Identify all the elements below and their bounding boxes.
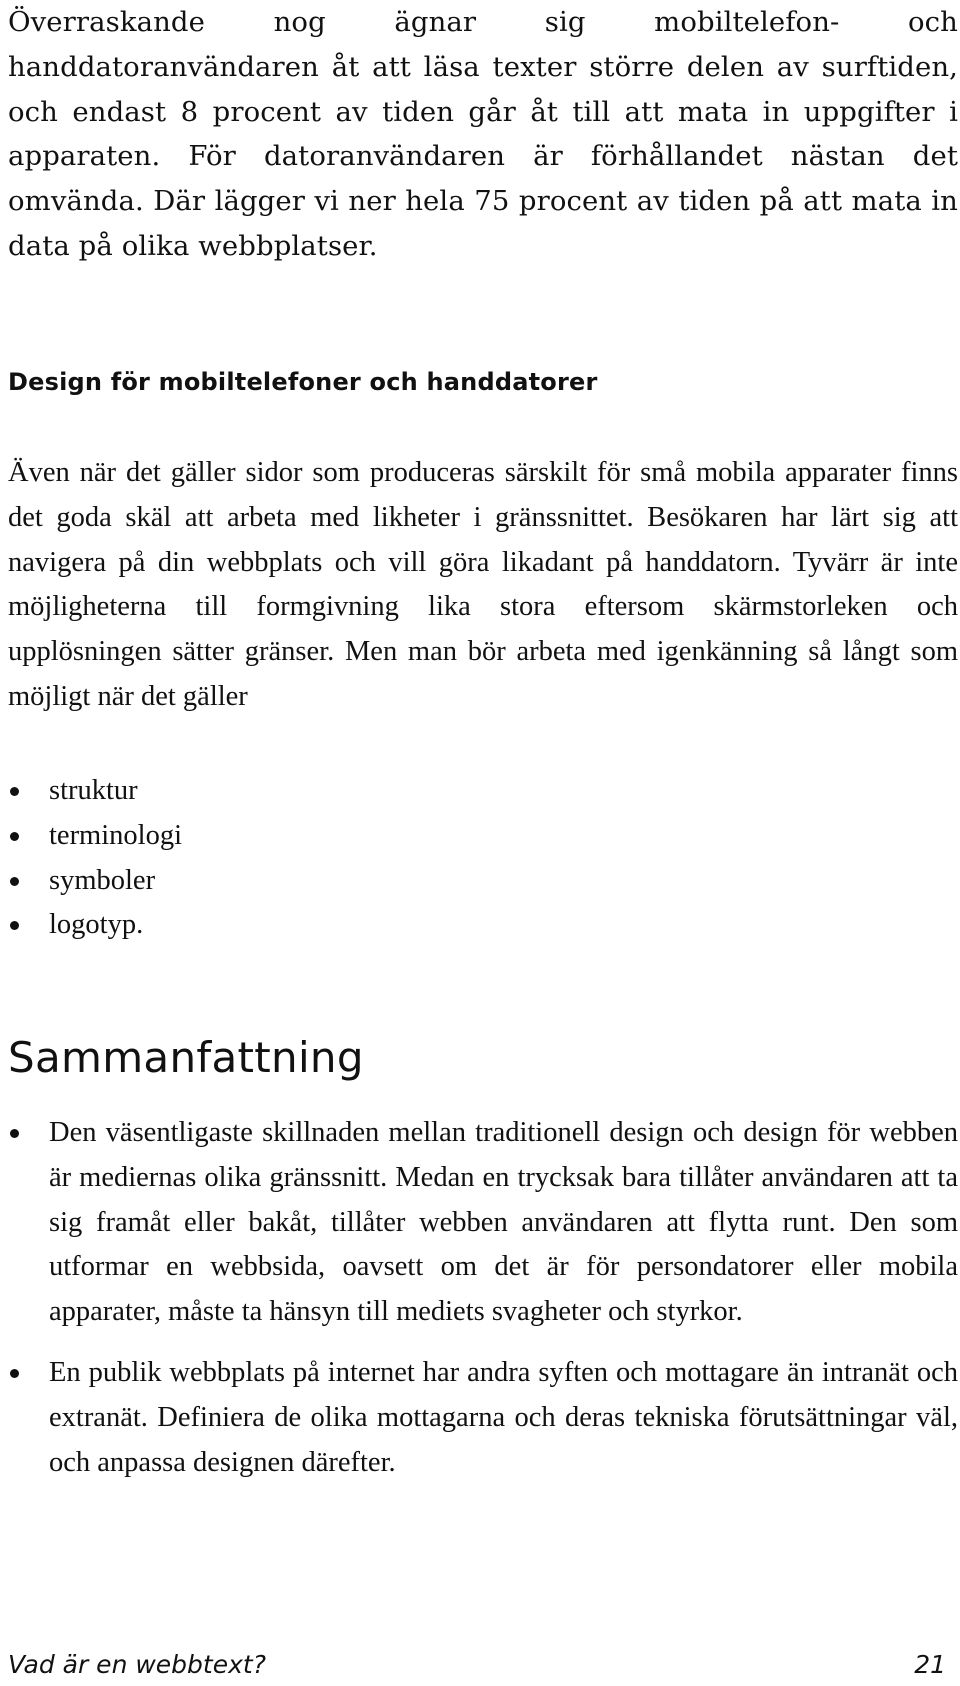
list-item: struktur [8, 769, 182, 814]
summary-list [8, 1111, 958, 1485]
list-item: terminologi [8, 814, 182, 859]
page-footer [8, 1650, 958, 1686]
mobile-design-paragraph: Även när det gäller sidor som produceras särskilt för små mobila apparater finns det goda skäl att arbeta med likheter i gränssnittet. Besökaren har lärt sig att navigera på din webbplats och vill göra likadant på handdatorn. Tyvärr är inte möjligheterna till formgivning lika stora eftersom skärmstorleken och upplösningen sätter gränser. Men man bör arbeta med igenkänning så långt som möjligt när det gäller [8, 457, 958, 712]
section-heading-mobile: Design för mobiltelefoner och handdatorer [8, 368, 598, 396]
list-item: symboler [8, 859, 182, 904]
summary-heading: Sammanfattning [8, 1033, 364, 1082]
footer-book-title: Vad är en webbtext? [8, 1650, 266, 1679]
page-number: 21 [914, 1650, 946, 1679]
summary-item: En publik webbplats på internet har andra syften och mottagare än intranät och extranät. Definiera de olika mottagarna och deras tekniska förutsättningar väl, och anpassa designen därefter. [8, 1351, 958, 1485]
summary-item: Den väsentligaste skillnaden mellan traditionell design och design för webben är mediernas olika gränssnitt. Medan en trycksak bara tillåter användaren att ta sig framåt eller bakåt, tillåter webben användaren att flytta runt. Den som utformar en webbsida, oavsett om det är för persondatorer eller mobila apparater, måste ta hänsyn till mediets svagheter och styrkor. [8, 1111, 958, 1335]
intro-paragraph: Överraskande nog ägnar sig mobiltelefon- och handdatoranvändaren åt att läsa texter större delen av surftiden, och endast 8 procent av tiden går åt till att mata in uppgifter i apparaten. För datoranvändaren är förhållandet nästan det omvända. Där lägger vi ner hela 75 procent av tiden på att mata in data på olika webbplatser. [8, 6, 958, 262]
recognition-list [8, 769, 182, 948]
list-item: logotyp. [8, 903, 182, 948]
